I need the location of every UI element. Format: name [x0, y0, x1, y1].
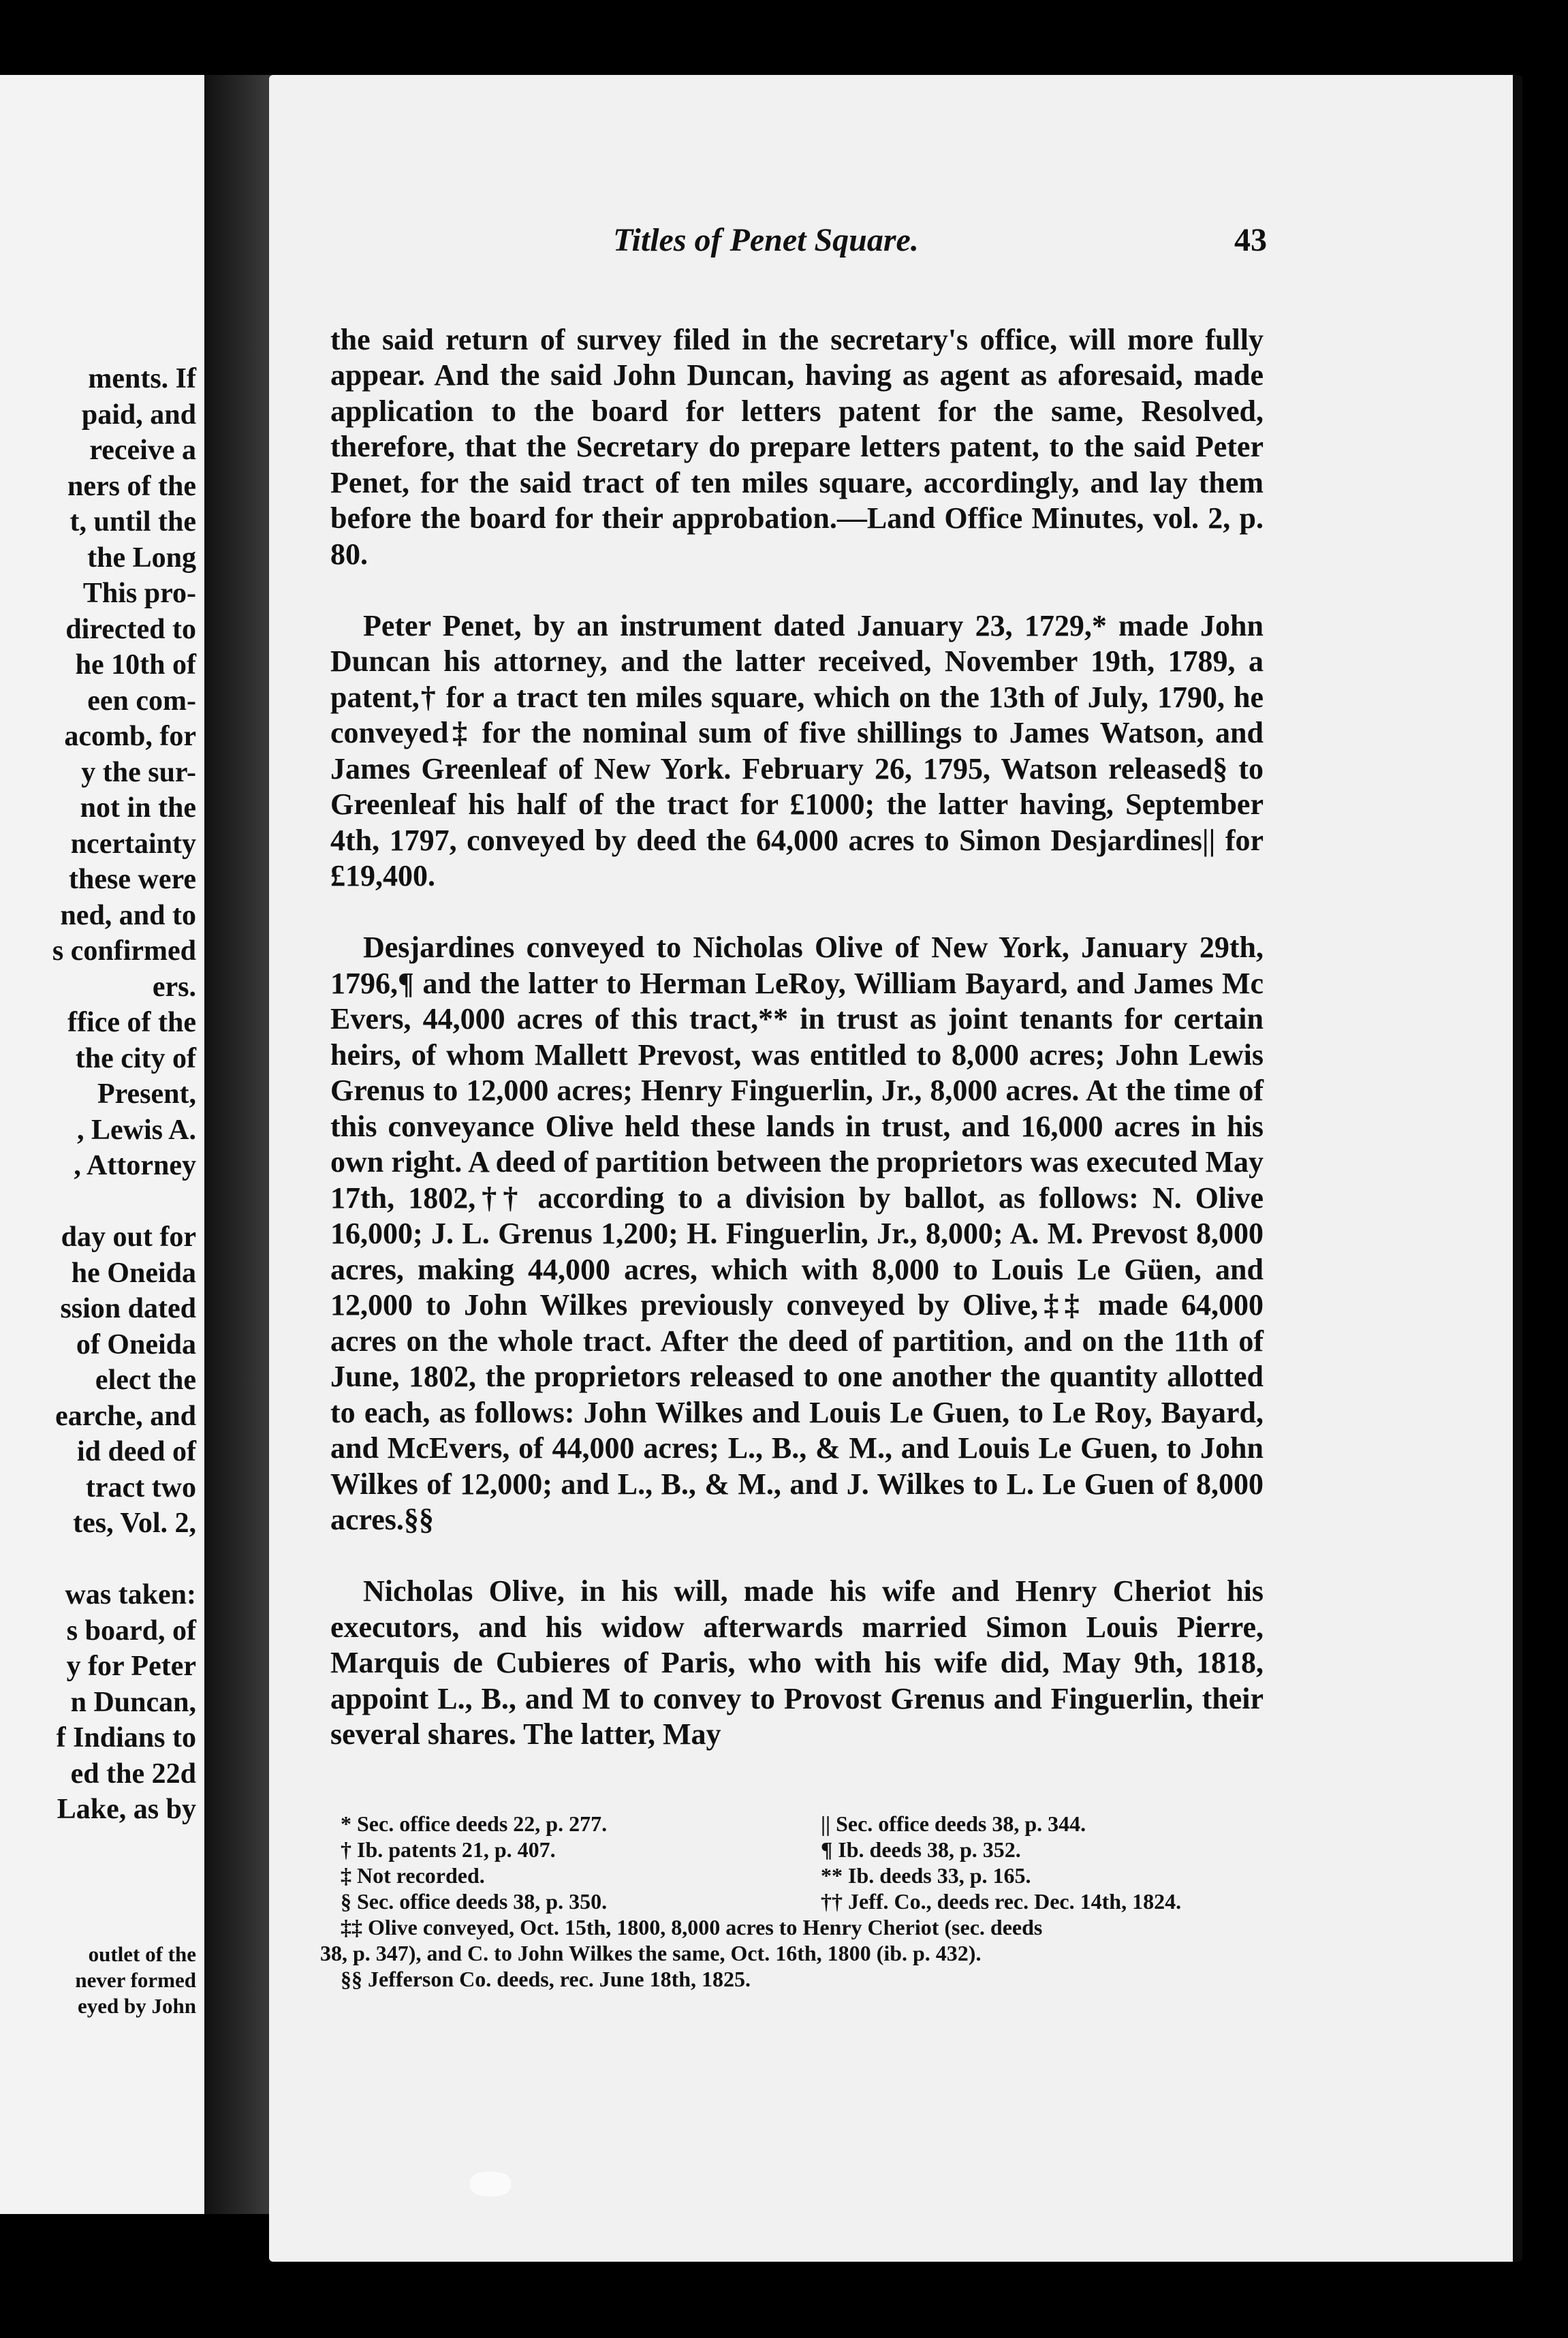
- footnote-left-4: § Sec. office deeds 38, p. 350.: [341, 1889, 608, 1914]
- left-page-line: , Attorney: [74, 1150, 196, 1181]
- footnote-jefferson: §§ Jefferson Co. deeds, rec. June 18th, 1825.: [341, 1967, 751, 1991]
- left-page-line: was taken:: [65, 1579, 196, 1610]
- left-page-line: n Duncan,: [70, 1686, 196, 1718]
- left-page-line: he Oneida: [71, 1257, 196, 1289]
- left-page-line: [52, 1542, 196, 1578]
- footnote-right-2: ¶ Ib. deeds 38, p. 352.: [821, 1837, 1021, 1862]
- left-page-line: s confirmed: [52, 935, 196, 967]
- running-title: Titles of Penet Square.: [613, 222, 919, 258]
- footnote-columns: [320, 1811, 1267, 1914]
- left-page-line: , Lewis A.: [76, 1114, 196, 1146]
- paragraph-4: Nicholas Olive, in his will, made his wife and Henry Cheriot his executors, and his widow afterwards married Simon Louis Pierre, Marquis de Cubieres of Paris, who with his wife did, May 9th, 1818, appoint L., B., and M to convey to Provost Grenus and Finguerlin, their several shares. The latter, May: [330, 1574, 1264, 1751]
- left-page-line: y the sur-: [81, 756, 196, 788]
- left-page-note-line: never formed: [75, 1968, 196, 1992]
- left-page-line: ffice of the: [67, 1007, 196, 1038]
- footnote-right-1: || Sec. office deeds 38, p. 344.: [821, 1811, 1086, 1836]
- left-page-line: the city of: [75, 1042, 196, 1074]
- left-page-line: Present,: [97, 1078, 196, 1110]
- left-page-line: ments. If: [88, 363, 196, 394]
- left-page-line: f Indians to: [56, 1722, 196, 1754]
- footnote-olive-1: ‡‡ Olive conveyed, Oct. 15th, 1800, 8,000 acres to Henry Cheriot (sec. deeds: [341, 1915, 1043, 1939]
- left-page-line: earche, and: [55, 1400, 196, 1432]
- left-page-line: not in the: [80, 792, 196, 824]
- body-text: [330, 286, 1264, 1788]
- footnote-right-4: †† Jeff. Co., deeds rec. Dec. 14th, 1824.: [821, 1889, 1182, 1914]
- left-page-line: acomb, for: [64, 721, 196, 752]
- left-page-line: This pro-: [82, 578, 196, 609]
- left-page-line: [52, 1184, 196, 1220]
- left-page-line: day out for: [61, 1221, 196, 1253]
- left-page-note-line: outlet of the: [88, 1942, 196, 1966]
- left-page-line: he 10th of: [75, 649, 196, 681]
- page-number: 43: [1234, 222, 1267, 258]
- footnote-olive-2: 38, p. 347), and C. to John Wilkes the same, Oct. 16th, 1800 (ib. p. 432).: [320, 1941, 982, 1965]
- paper-blemish: [470, 2172, 511, 2196]
- left-page-line: een com-: [87, 685, 196, 717]
- left-page-line: t, until the: [69, 506, 196, 537]
- left-page-line: elect the: [95, 1365, 196, 1396]
- left-page-line: tes, Vol. 2,: [73, 1508, 196, 1539]
- left-page-line: ers.: [152, 971, 196, 1003]
- left-page-line: directed to: [65, 613, 196, 645]
- paragraph-1: the said return of survey filed in the secretary's office, will more fully appear. And the said John Duncan, having as agent as aforesaid, made application to the board for letters patent for the same, Resolved, therefore, that the Secretary do prepare letters patent, to the said Peter Penet, for the said tract of ten miles square, accordingly, and lay them before the board for their approbation.—Land Office Minutes, vol. 2, p. 80.: [330, 322, 1264, 571]
- left-page-text: [52, 361, 196, 1828]
- left-page-line: ners of the: [67, 470, 196, 502]
- left-page-line: Lake, as by: [57, 1794, 196, 1825]
- left-page-line: receive a: [89, 435, 196, 466]
- left-page-line: of Oneida: [76, 1328, 196, 1360]
- left-page-line: s board, of: [66, 1615, 196, 1647]
- left-page-line: y for Peter: [66, 1651, 196, 1682]
- footnotes: [320, 1811, 1267, 1992]
- footnote-right-3: ** Ib. deeds 33, p. 165.: [821, 1863, 1031, 1888]
- paragraph-3: Desjardines conveyed to Nicholas Olive of New York, January 29th, 1796,¶ and the latter to Herman LeRoy, William Bayard, and James Mc Evers, 44,000 acres of this tract,** in trust as joint tenants for certain heirs, of whom Mallett Prevost, was entitled to 8,000 acres; John Lewis Grenus to 12,000 acres; Henry Finguerlin, Jr., 8,000 acres. At the time of this conveyance Olive held these lands in trust, and 16,000 acres in his own right. A deed of partition between the proprietors was executed May 17th, 1802,†† according to a division by ballot, as follows: N. Olive 16,000; J. L. Grenus 1,200; H. Finguerlin, Jr., 8,000; A. M. Prevost 8,000 acres, making 44,000 acres, which with 8,000 to Louis Le Güen, and 12,000 to John Wilkes previously conveyed by Olive,‡‡ made 64,000 acres on the whole tract. After the deed of partition, and on the 11th of June, 1802, the proprietors released to one another the quantity allotted to each, as follows: John Wilkes and Louis Le Guen, to Le Roy, Bayard, and McEvers, of 44,000 acres; L., B., & M., and Louis Le Guen, to John Wilkes of 12,000; and L., B., & M., and J. Wilkes to L. Le Guen of 8,000 acres.§§: [330, 931, 1264, 1536]
- left-page-line: ncertainty: [70, 828, 196, 860]
- footnote-left-2: † Ib. patents 21, p. 407.: [341, 1837, 556, 1862]
- left-page-line: the Long: [87, 542, 196, 574]
- left-page-footnotes: [75, 1942, 196, 2019]
- footnote-left-3: ‡ Not recorded.: [341, 1863, 485, 1888]
- left-page-line: ed the 22d: [70, 1758, 196, 1790]
- left-page-line: id deed of: [76, 1436, 196, 1467]
- left-page-line: paid, and: [81, 399, 196, 431]
- left-page-fragment: [0, 75, 204, 2214]
- footnote-left-1: * Sec. office deeds 22, p. 277.: [341, 1811, 608, 1836]
- left-page-line: ssion dated: [60, 1293, 196, 1324]
- left-page-line: tract two: [85, 1471, 196, 1503]
- left-page-line: these were: [69, 864, 196, 895]
- paragraph-2: Peter Penet, by an instrument dated January 23, 1729,* made John Duncan his attorney, and the latter received, November 19th, 1789, a patent,† for a tract ten miles square, which on the 13th of July, 1790, he conveyed‡ for the nominal sum of five shillings to James Watson, and James Greenleaf of New York. February 26, 1795, Watson released§ to Greenleaf his half of the tract for £1000; the latter having, September 4th, 1797, conveyed by deed the 64,000 acres to Simon Desjardines|| for £19,400.: [330, 608, 1264, 892]
- left-page-note-line: eyed by John: [78, 1994, 196, 2018]
- left-page-line: ned, and to: [60, 899, 196, 931]
